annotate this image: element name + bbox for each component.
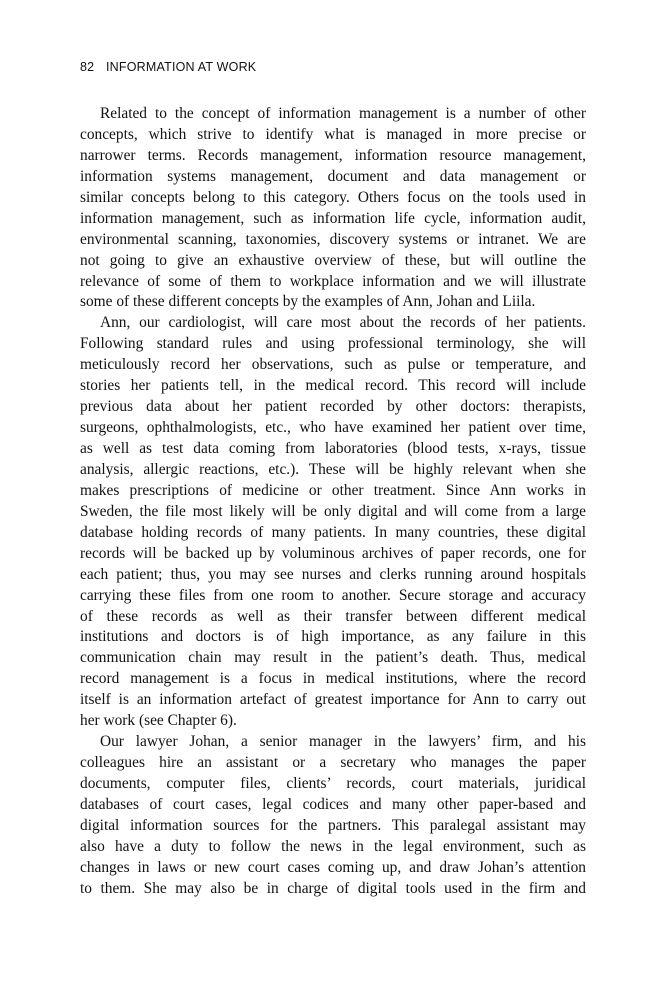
text-line: previous data about her patient recorded by other doctors: therapists, xyxy=(80,398,586,416)
text-line: some of these different concepts by the examples of Ann, Johan and Liila. xyxy=(80,293,536,311)
text-line: to them. She may also be in charge of digital tools used in the firm and xyxy=(80,879,586,897)
text-line: database holding records of many patients. In many countries, these digital xyxy=(80,523,586,541)
text-line: of these records as well as their transfer between different medical xyxy=(80,607,586,625)
text-line: meticulously record her observations, such as pulse or temperature, and xyxy=(80,356,586,374)
running-title: INFORMATION AT WORK xyxy=(106,60,257,74)
text-line: surgeons, ophthalmologists, etc., who have examined her patient over time, xyxy=(80,419,586,437)
text-line: itself is an information artefact of greatest importance for Ann to carry out xyxy=(80,691,586,709)
text-line: records will be backed up by voluminous archives of paper records, one for xyxy=(80,544,586,562)
text-line: her work (see Chapter 6). xyxy=(80,712,237,730)
text-line: changes in laws or new court cases coming up, and draw Johan’s attention xyxy=(80,858,586,876)
text-line: not going to give an exhaustive overview of these, but will outline the xyxy=(80,251,586,269)
text-line: information systems management, document and data management or xyxy=(80,167,586,185)
text-line: Our lawyer Johan, a senior manager in the lawyers’ firm, and his xyxy=(100,733,586,751)
text-line: information management, such as information life cycle, information audit, xyxy=(80,209,586,227)
paragraph xyxy=(80,104,586,313)
running-header xyxy=(80,60,256,74)
text-line: communication chain may result in the patient’s death. Thus, medical xyxy=(80,649,586,667)
text-line: environmental scanning, taxonomies, discovery systems or intranet. We are xyxy=(80,230,586,248)
text-line: Sweden, the file most likely will be only digital and will come from a large xyxy=(80,502,586,520)
text-line: carrying these files from one room to another. Secure storage and accuracy xyxy=(80,586,586,604)
text-line: similar concepts belong to this category. Others focus on the tools used in xyxy=(80,188,586,206)
text-line: stories her patients tell, in the medical record. This record will include xyxy=(80,377,586,395)
paragraph xyxy=(80,313,586,732)
text-line: Following standard rules and using professional terminology, she will xyxy=(80,335,586,353)
text-line: analysis, allergic reactions, etc.). These will be highly relevant when she xyxy=(80,460,586,478)
text-line: concepts, which strive to identify what is managed in more precise or xyxy=(80,125,586,143)
text-line: narrower terms. Records management, information resource management, xyxy=(80,146,586,164)
text-line: relevance of some of them to workplace information and we will illustrate xyxy=(80,272,586,290)
body-text xyxy=(80,104,586,900)
text-line: each patient; thus, you may see nurses and clerks running around hospitals xyxy=(80,565,586,583)
text-line: also have a duty to follow the news in the legal environment, such as xyxy=(80,837,586,855)
text-line: institutions and doctors is of high importance, as any failure in this xyxy=(80,628,586,646)
text-line: colleagues hire an assistant or a secretary who manages the paper xyxy=(80,754,586,772)
text-line: makes prescriptions of medicine or other treatment. Since Ann works in xyxy=(80,481,586,499)
text-line: databases of court cases, legal codices and many other paper-based and xyxy=(80,795,586,813)
text-line: documents, computer files, clients’ records, court materials, juridical xyxy=(80,775,586,792)
text-line: Related to the concept of information management is a number of other xyxy=(100,105,586,122)
paragraph xyxy=(80,732,586,900)
text-line: digital information sources for the partners. This paralegal assistant may xyxy=(80,816,586,834)
text-line: record management is a focus in medical institutions, where the record xyxy=(80,670,586,688)
page-number: 82 xyxy=(80,60,95,74)
text-line: as well as test data coming from laboratories (blood tests, x-rays, tissue xyxy=(80,440,586,457)
text-line: Ann, our cardiologist, will care most about the records of her patients. xyxy=(100,314,586,332)
